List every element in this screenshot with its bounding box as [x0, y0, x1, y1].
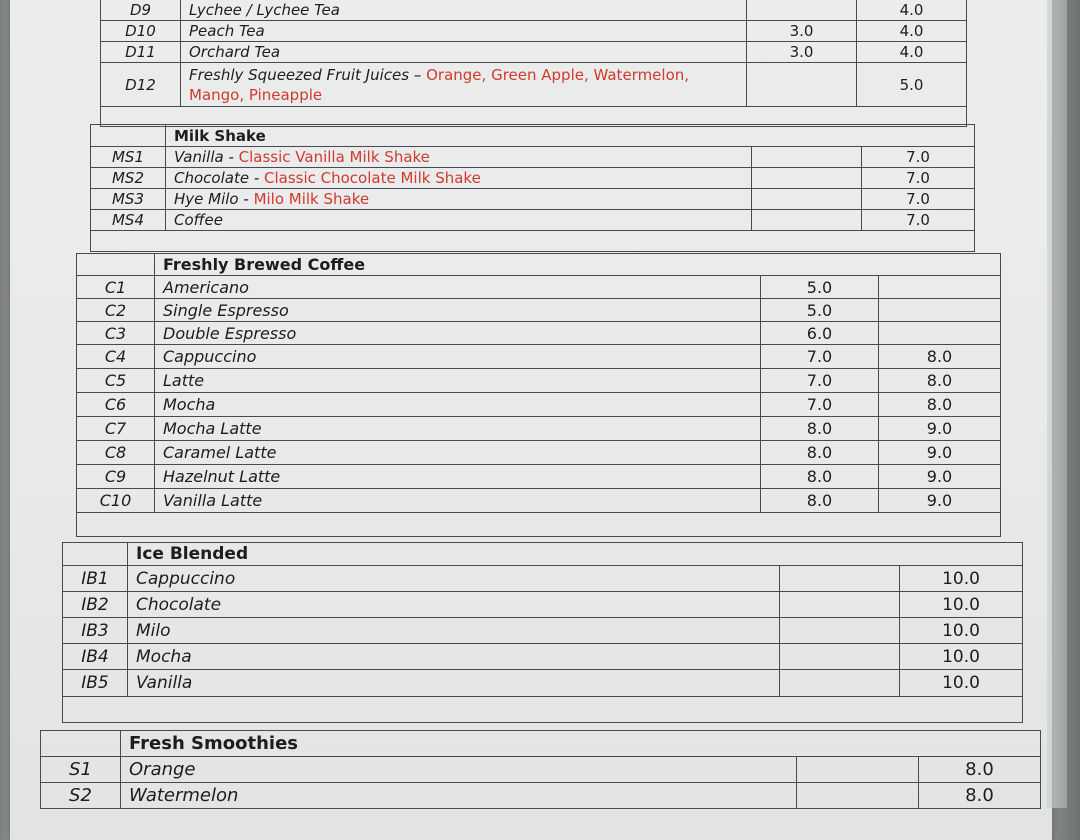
price-large: 4.0 — [857, 21, 967, 42]
price-large: 9.0 — [879, 417, 1001, 441]
item-name: Caramel Latte — [155, 441, 761, 465]
item-code: IB2 — [63, 592, 128, 618]
price-regular — [780, 644, 900, 670]
item-name: Mocha — [155, 393, 761, 417]
item-name: Cappuccino — [155, 345, 761, 369]
item-code: MS1 — [91, 147, 166, 168]
item-code: C2 — [77, 299, 155, 322]
price-large — [879, 299, 1001, 322]
menu-row-ib1 — [63, 566, 1023, 592]
menu-row-c4 — [77, 345, 1001, 369]
price-large: 7.0 — [862, 147, 975, 168]
spacer-row — [91, 231, 975, 252]
item-code: C8 — [77, 441, 155, 465]
menu-row-c5 — [77, 369, 1001, 393]
item-name: Orchard Tea — [181, 42, 747, 63]
menu-row-ib3 — [63, 618, 1023, 644]
section-header — [91, 125, 975, 147]
menu-row-c10 — [77, 489, 1001, 513]
price-large: 10.0 — [900, 644, 1023, 670]
section-header — [63, 543, 1023, 566]
price-regular — [780, 566, 900, 592]
price-large: 9.0 — [879, 465, 1001, 489]
menu-row-d12 — [101, 63, 967, 107]
menu-row-ib5 — [63, 670, 1023, 697]
item-code: C7 — [77, 417, 155, 441]
item-name: Single Espresso — [155, 299, 761, 322]
item-code: C1 — [77, 276, 155, 299]
price-regular: 8.0 — [761, 441, 879, 465]
item-name: Watermelon — [121, 783, 797, 809]
price-regular: 5.0 — [761, 299, 879, 322]
item-name: Vanilla - Classic Vanilla Milk Shake — [166, 147, 752, 168]
item-code: C9 — [77, 465, 155, 489]
section-header — [41, 731, 1041, 757]
item-name: Chocolate - Classic Chocolate Milk Shake — [166, 168, 752, 189]
menu-row-c6 — [77, 393, 1001, 417]
item-code: S1 — [41, 757, 121, 783]
price-regular — [780, 592, 900, 618]
spacer-row — [77, 513, 1001, 537]
item-name: Freshly Squeezed Fruit Juices – Orange, Green Apple, Watermelon, Mango, Pineapple — [181, 63, 747, 107]
price-regular — [752, 210, 862, 231]
item-name: Hye Milo - Milo Milk Shake — [166, 189, 752, 210]
item-name: Mocha Latte — [155, 417, 761, 441]
ice-blended-table — [62, 542, 1023, 723]
item-code: C3 — [77, 322, 155, 345]
price-regular — [752, 189, 862, 210]
price-large: 5.0 — [857, 63, 967, 107]
drinks-table — [100, 0, 967, 127]
item-description: Classic Chocolate Milk Shake — [264, 169, 481, 187]
price-regular — [797, 757, 919, 783]
section-title: Fresh Smoothies — [121, 731, 1041, 757]
item-code: MS2 — [91, 168, 166, 189]
menu-row-c3 — [77, 322, 1001, 345]
menu-row-ms1 — [91, 147, 975, 168]
menu-row-c7 — [77, 417, 1001, 441]
price-large: 8.0 — [879, 369, 1001, 393]
item-code: IB4 — [63, 644, 128, 670]
smoothies-table — [40, 730, 1041, 809]
item-name: Vanilla Latte — [155, 489, 761, 513]
item-name: Milo — [128, 618, 780, 644]
milk-shake-table — [90, 124, 975, 252]
item-description: Classic Vanilla Milk Shake — [238, 148, 430, 166]
price-regular: 8.0 — [761, 417, 879, 441]
menu-row-ib4 — [63, 644, 1023, 670]
menu-row-ms3 — [91, 189, 975, 210]
item-code: C4 — [77, 345, 155, 369]
item-name: Latte — [155, 369, 761, 393]
price-large: 7.0 — [862, 210, 975, 231]
price-large: 9.0 — [879, 489, 1001, 513]
price-regular — [797, 783, 919, 809]
price-large: 7.0 — [862, 168, 975, 189]
item-name: Chocolate — [128, 592, 780, 618]
price-large: 8.0 — [919, 757, 1041, 783]
price-regular — [747, 0, 857, 21]
menu-row-s1 — [41, 757, 1041, 783]
item-code: D12 — [101, 63, 181, 107]
item-code: D11 — [101, 42, 181, 63]
section-title: Freshly Brewed Coffee — [155, 254, 1001, 276]
price-regular — [780, 670, 900, 697]
price-regular — [747, 63, 857, 107]
price-regular: 3.0 — [747, 21, 857, 42]
item-code: C5 — [77, 369, 155, 393]
section-title: Ice Blended — [128, 543, 1023, 566]
price-regular: 8.0 — [761, 465, 879, 489]
item-code: IB3 — [63, 618, 128, 644]
item-code: S2 — [41, 783, 121, 809]
price-regular — [780, 618, 900, 644]
item-code: D9 — [101, 0, 181, 21]
price-large: 10.0 — [900, 618, 1023, 644]
menu-row-c8 — [77, 441, 1001, 465]
price-large: 4.0 — [857, 42, 967, 63]
item-description: Milo Milk Shake — [253, 190, 370, 208]
price-regular: 6.0 — [761, 322, 879, 345]
section-title: Milk Shake — [166, 125, 975, 147]
sheet-edge — [1047, 0, 1067, 808]
item-name: Cappuccino — [128, 566, 780, 592]
menu-row-ib2 — [63, 592, 1023, 618]
menu-row-c2 — [77, 299, 1001, 322]
item-code: IB5 — [63, 670, 128, 697]
item-code: D10 — [101, 21, 181, 42]
item-code: MS3 — [91, 189, 166, 210]
item-name: Hazelnut Latte — [155, 465, 761, 489]
price-large: 8.0 — [879, 345, 1001, 369]
price-large: 7.0 — [862, 189, 975, 210]
item-name: Lychee / Lychee Tea — [181, 0, 747, 21]
price-large: 8.0 — [879, 393, 1001, 417]
menu-row-ms4 — [91, 210, 975, 231]
price-regular — [752, 168, 862, 189]
section-header — [77, 254, 1001, 276]
item-code: IB1 — [63, 566, 128, 592]
price-large — [879, 276, 1001, 299]
menu-row-d11 — [101, 42, 967, 63]
price-regular — [752, 147, 862, 168]
menu-row-ms2 — [91, 168, 975, 189]
menu-row-d10 — [101, 21, 967, 42]
item-description: Orange, Green Apple, Watermelon, Mango, Pineapple — [189, 65, 690, 104]
menu-row-c9 — [77, 465, 1001, 489]
menu-row-c1 — [77, 276, 1001, 299]
spacer-row — [63, 697, 1023, 723]
price-regular: 5.0 — [761, 276, 879, 299]
item-code: C10 — [77, 489, 155, 513]
item-name: Orange — [121, 757, 797, 783]
price-regular: 7.0 — [761, 345, 879, 369]
price-regular: 7.0 — [761, 393, 879, 417]
item-code: MS4 — [91, 210, 166, 231]
price-large: 10.0 — [900, 566, 1023, 592]
price-large: 9.0 — [879, 441, 1001, 465]
coffee-table — [76, 253, 1001, 537]
item-code: C6 — [77, 393, 155, 417]
item-name: Double Espresso — [155, 322, 761, 345]
price-regular: 3.0 — [747, 42, 857, 63]
price-large: 10.0 — [900, 670, 1023, 697]
item-name: Americano — [155, 276, 761, 299]
menu-row-s2 — [41, 783, 1041, 809]
price-large: 4.0 — [857, 0, 967, 21]
menu-row-d9 — [101, 0, 967, 21]
item-name: Peach Tea — [181, 21, 747, 42]
price-large: 10.0 — [900, 592, 1023, 618]
item-name: Mocha — [128, 644, 780, 670]
price-large: 8.0 — [919, 783, 1041, 809]
price-large — [879, 322, 1001, 345]
item-name: Coffee — [166, 210, 752, 231]
price-regular: 8.0 — [761, 489, 879, 513]
price-regular: 7.0 — [761, 369, 879, 393]
item-name: Vanilla — [128, 670, 780, 697]
